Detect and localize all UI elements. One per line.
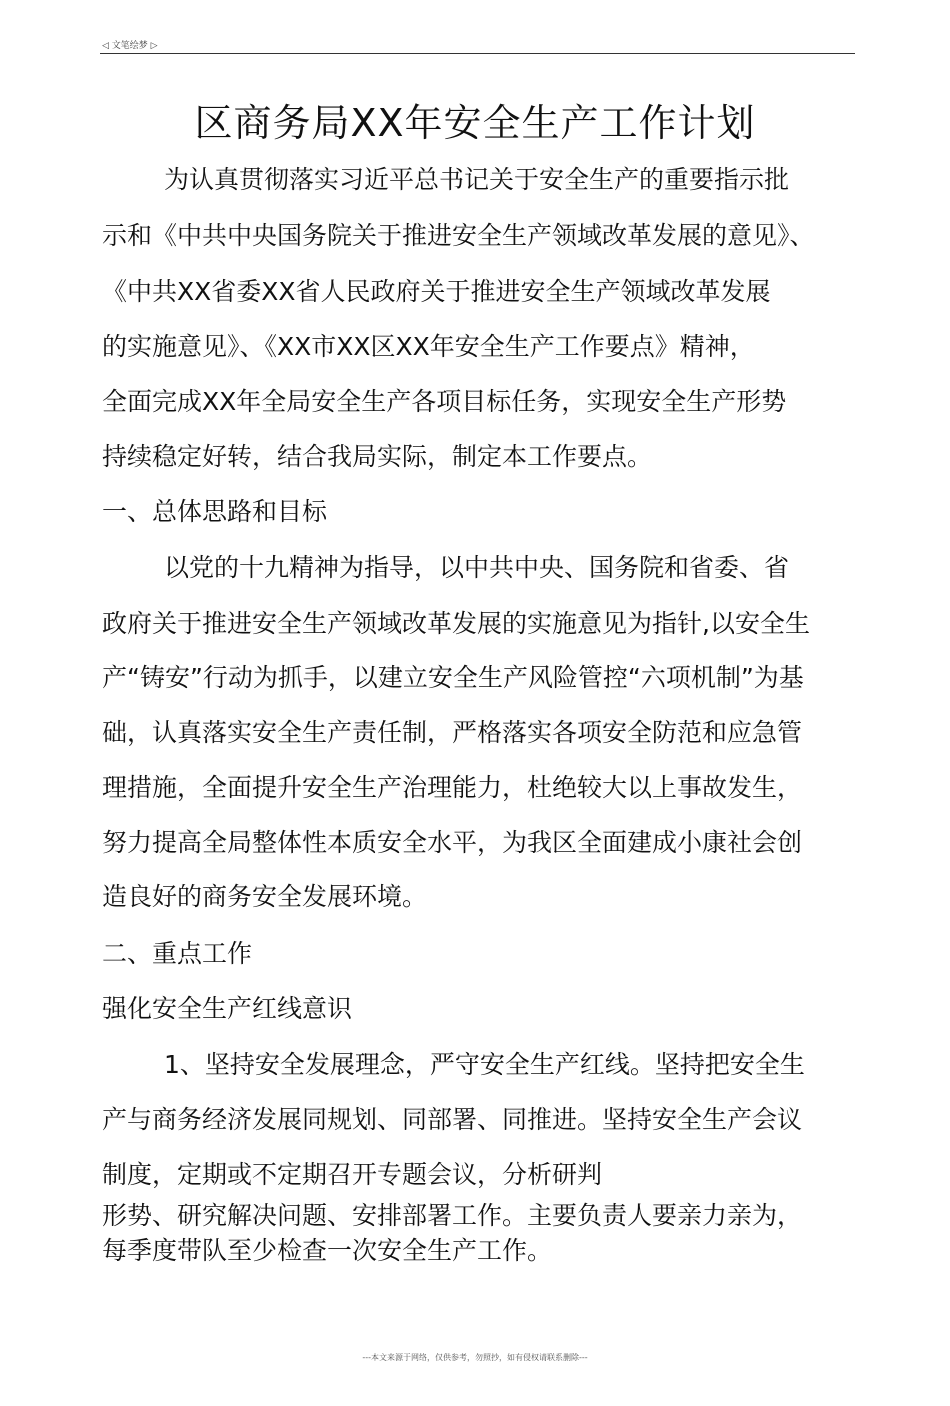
section-heading: 一、总体思路和目标 [102,497,328,526]
paragraph-line: 产“铸安”行动为抓手，以建立安全生产风险管控“六项机制”为基 [102,663,804,692]
paragraph-line: 的实施意见》、《XX市XX区XX年安全生产工作要点》精神， [102,332,755,361]
page-header: ◁ 文笔绘梦 ▷ [102,41,158,51]
section-heading: 二、重点工作 [102,939,253,968]
paragraph-line: 全面完成XX年全局安全生产各项目标任务，实现安全生产形势 [102,387,787,416]
header-divider [100,53,855,54]
paragraph-line: 努力提高全局整体性本质安全水平，为我区全面建成小康社会创 [102,828,803,857]
subsection-heading: 强化安全生产红线意识 [102,994,353,1023]
paragraph-line: 形势、研究解决问题、安排部署工作。主要负责人要亲力亲为， [102,1201,803,1230]
page-footer: ---本文来源于网络，仅供参考，勿照抄，如有侵权请联系删除--- [362,1353,588,1362]
paragraph-line: 制度，定期或不定期召开专题会议，分析研判 [102,1160,603,1189]
document-title: 区商务局XX年安全生产工作计划 [194,101,756,145]
paragraph-line: 持续稳定好转，结合我局实际，制定本工作要点。 [102,442,653,471]
paragraph-line: 政府关于推进安全生产领域改革发展的实施意见为指针,以安全生 [102,609,810,638]
paragraph-line: 示和《中共中央国务院关于推进安全生产领域改革发展的意见》、 [102,221,815,250]
paragraph-line: 为认真贯彻落实习近平总书记关于安全生产的重要指示批 [164,165,790,194]
paragraph-line: 1、坚持安全发展理念，严守安全生产红线。坚持把安全生 [164,1050,805,1079]
paragraph-line: 每季度带队至少检查一次安全生产工作。 [102,1236,553,1265]
paragraph-line: 造良好的商务安全发展环境。 [102,882,428,911]
paragraph-line: 理措施，全面提升安全生产治理能力，杜绝较大以上事故发生， [102,773,803,802]
paragraph-line: 础，认真落实安全生产责任制，严格落实各项安全防范和应急管 [102,718,803,747]
paragraph-line: 以党的十九精神为指导，以中共中央、国务院和省委、省 [164,553,790,582]
paragraph-line: 产与商务经济发展同规划、同部署、同推进。坚持安全生产会议 [102,1105,803,1134]
paragraph-line: 《中共XX省委XX省人民政府关于推进安全生产领域改革发展 [102,277,771,306]
